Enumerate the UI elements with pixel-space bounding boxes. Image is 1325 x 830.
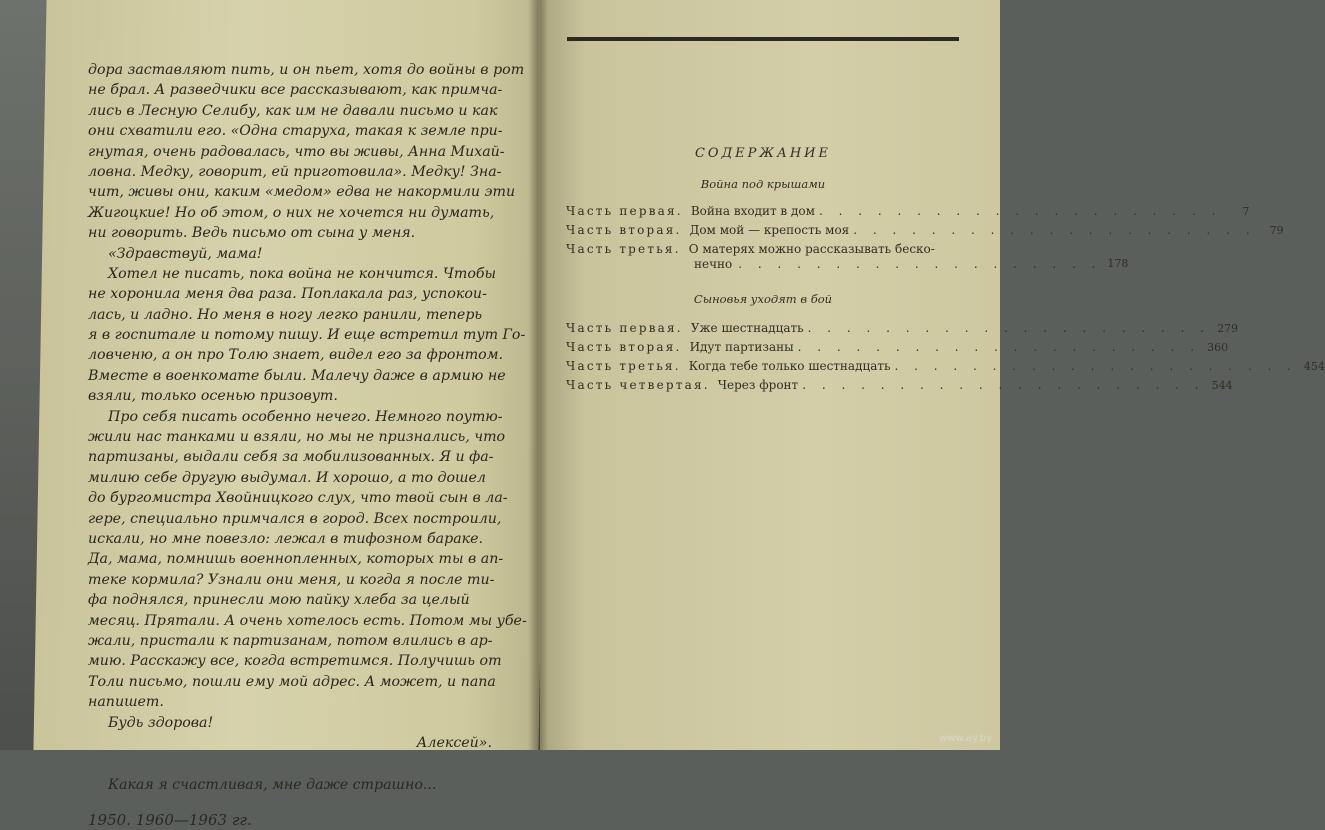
toc-entry-title: О матерях можно рассказывать беско- xyxy=(688,242,935,256)
text-line: Да, мама, помнишь военнопленных, которых ты в ап- xyxy=(88,551,504,568)
text-line: месяц. Прятали. А очень хотелось есть. Потом мы убе- xyxy=(88,612,527,629)
text-line: чит, живы они, каким «медом» едва не накормили эти xyxy=(88,184,516,201)
toc-page-number: 360 xyxy=(1207,341,1229,354)
toc-title: СОДЕРЖАНИЕ xyxy=(694,146,832,161)
text-line: лась, и ладно. Но меня в ногу легко ранили, теперь xyxy=(88,306,483,323)
toc-page-number: 79 xyxy=(1269,224,1284,237)
section-title: Война под крышами xyxy=(700,177,826,191)
text-line: милию себе другую выдумал. И хорошо, а то дошел xyxy=(88,469,486,486)
toc-part: Часть первая. xyxy=(566,321,683,335)
text-line: не брал. А разведчики все рассказывают, как примча- xyxy=(88,82,503,99)
toc-entry xyxy=(566,220,1284,237)
text-line: дора заставляют пить, и он пьет, хотя до войны в рот xyxy=(88,62,525,78)
toc-leader: . . . . . . . . . . . . . . . . . . . . . xyxy=(807,321,1211,335)
table-of-contents xyxy=(566,140,1325,392)
text-line: фа поднялся, принесли мою пайку хлеба за целый xyxy=(88,592,470,609)
toc-entry-title: Через фронт xyxy=(717,378,799,392)
toc-page-number: 544 xyxy=(1211,379,1233,392)
text-line: они схватили его. «Одна старуха, такая к земле при- xyxy=(88,123,503,140)
toc-part: Часть третья. xyxy=(566,359,681,373)
toc-entry xyxy=(566,239,960,256)
text-line: мию. Расскажу все, когда встретимся. Получишь от xyxy=(88,653,502,670)
text-line: не хоронила меня два раза. Поплакала раз, успокои- xyxy=(88,286,487,303)
text-line: ловна. Медку, говорит, ей приготовила». Медку! Зна- xyxy=(88,163,502,180)
toc-entry xyxy=(566,337,1229,354)
toc-part: Часть четвертая. xyxy=(566,378,710,392)
text-line: Толи письмо, пошли ему мой адрес. А может, и папа xyxy=(88,673,496,690)
text-line: «Здравствуй, мама! xyxy=(108,245,263,262)
toc-entry-title: Идут партизаны xyxy=(689,340,794,354)
toc-leader: . . . . . . . . . . . . . . . . . . . xyxy=(738,257,1102,271)
toc-page-number: 178 xyxy=(1107,257,1129,270)
toc-page-number: 454 xyxy=(1303,360,1325,373)
toc-entry-title-cont: нечно xyxy=(694,257,733,271)
toc-entry xyxy=(566,356,1325,373)
text-line: Хотел не писать, пока война не кончится. Чтобы xyxy=(108,265,497,282)
text-line: до бургомистра Хвойницкого слух, что твой сын в ла- xyxy=(88,490,508,507)
watermark: www.ay.by xyxy=(939,733,992,744)
toc-leader: . . . . . . . . . . . . . . . . . . . . . xyxy=(818,204,1222,218)
text-line: партизаны, выдали себя за мобилизованных. Я и фа- xyxy=(88,449,494,466)
text-line: жали, пристали к партизанам, потом влились в ар- xyxy=(88,632,493,649)
toc-entry xyxy=(566,201,1250,218)
left-page-text xyxy=(88,60,527,830)
toc-leader: . . . . . . . . . . . . . . . . . . . . . xyxy=(802,378,1205,392)
text-line: я в госпитале и потому пишу. И еще встретил тут Го- xyxy=(88,327,526,344)
toc-part: Часть третья. xyxy=(566,242,681,256)
toc-entry xyxy=(566,375,1233,392)
signature: Алексей». xyxy=(416,734,492,751)
toc-entry-title: Война входит в дом xyxy=(690,204,815,218)
header-rule xyxy=(567,37,959,41)
text-line: взяли, только осенью призовут. xyxy=(88,388,338,405)
text-line: лись в Лесную Селибу, как им не давали письмо и как xyxy=(88,102,498,119)
toc-entry xyxy=(566,318,1239,335)
book-gutter xyxy=(528,0,548,750)
text-line: теке кормила? Узнали они меня, и когда я после ти- xyxy=(88,571,495,588)
text-line: Жигоцкие! Но об этом, о них не хочется ни думать, xyxy=(88,204,495,221)
closing-line: Какая я счастливая, мне даже страшно... xyxy=(108,777,437,794)
text-line: Будь здорова! xyxy=(108,714,214,731)
text-line: напишет. xyxy=(88,694,164,711)
toc-part: Часть вторая. xyxy=(566,223,682,237)
toc-leader: . . . . . . . . . . . . . . . . . . . . . xyxy=(853,223,1256,237)
toc-leader: . . . . . . . . . . . . . . . . . . . . . xyxy=(797,340,1201,354)
text-line: жили нас танками и взяли, но мы не признались, что xyxy=(88,429,506,446)
toc-entry-title: Когда тебе только шестнадцать xyxy=(688,359,891,373)
text-line: гнутая, очень радовалась, что вы живы, Анна Михай- xyxy=(88,143,505,160)
toc-leader: . . . . . . . . . . . . . . . . . . . . . xyxy=(894,359,1297,373)
text-line: Про себя писать особенно нечего. Немного поутю- xyxy=(108,408,503,425)
text-line: ни говорить. Ведь письмо от сына у меня. xyxy=(88,225,416,242)
text-line: гере, специально примчался в город. Всех построили, xyxy=(88,510,502,527)
toc-part: Часть первая. xyxy=(566,204,683,218)
dates: 1950. 1960—1963 гг. xyxy=(88,810,252,829)
toc-part: Часть вторая. xyxy=(566,340,682,354)
text-line: искали, но мне повезло: лежал в тифозном бараке. xyxy=(88,530,484,547)
toc-page-number: 279 xyxy=(1217,322,1239,335)
text-line: Вместе в военкомате были. Малечу даже в армию не xyxy=(88,367,506,384)
toc-entry-title: Дом мой — крепость моя xyxy=(689,223,850,237)
text-line: ловченю, а он про Толю знает, видел его за фронтом. xyxy=(88,347,503,364)
toc-entry-continuation xyxy=(566,257,1129,274)
toc-entry-title: Уже шестнадцать xyxy=(690,321,804,335)
section-title: Сыновья уходят в бой xyxy=(693,292,833,306)
toc-page-number: 7 xyxy=(1242,205,1250,218)
